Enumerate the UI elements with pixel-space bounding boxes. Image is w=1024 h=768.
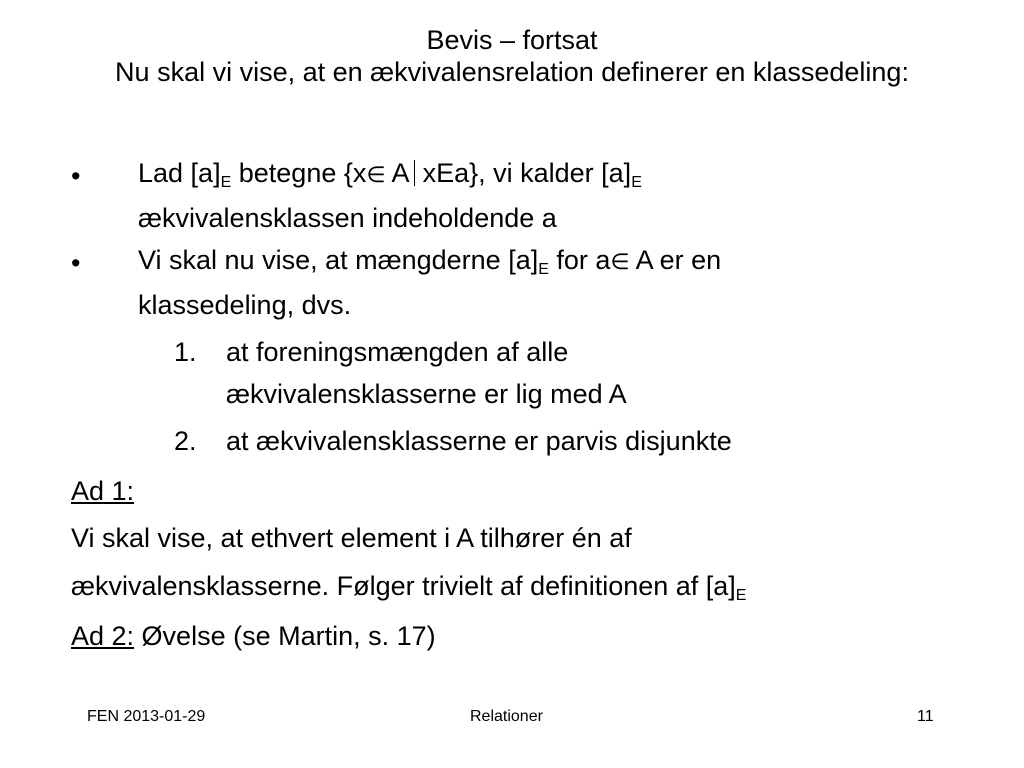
element-of-symbol: ∈	[610, 250, 630, 275]
bullet-2-line-1	[138, 239, 968, 284]
numbered-2-line-1: at ækvivalensklasserne er parvis disjunkte	[226, 426, 732, 456]
bullet-1-text-d: xEa}, vi kalder [a]	[422, 158, 632, 188]
bullet-marker-1: •	[71, 161, 81, 191]
bullet-1-line-2: ækvivalensklassen indeholdende a	[138, 203, 557, 233]
bullet-text-1	[138, 152, 968, 239]
title-line-2: Nu skal vi vise, at en ækvivalensrelation definerer en klassedeling:	[115, 57, 909, 87]
ad2-heading: Ad 2:	[71, 621, 135, 651]
bullet-1-sub-2: E	[631, 174, 642, 191]
bullet-2-text-c: A er en	[629, 245, 722, 275]
numbered-marker-1: 1.	[174, 337, 197, 367]
bullet-1-line-1	[138, 152, 968, 197]
ad2-text: Øvelse (se Martin, s. 17)	[134, 621, 436, 651]
numbered-1-line-1: at foreningsmængden af alle	[226, 337, 569, 367]
footer-page-number: 11	[917, 708, 934, 725]
numbered-text-2	[226, 420, 966, 462]
numbered-marker-2: 2.	[174, 426, 197, 456]
ad1-line-1: Vi skal vise, at ethvert element i A tilhører én af	[71, 523, 632, 553]
footer-title: Relationer	[470, 708, 543, 725]
bullet-1-text-a: Lad [a]	[138, 158, 221, 188]
bullet-marker-2: •	[71, 248, 81, 278]
bullet-text-2	[138, 239, 968, 326]
bullet-1-text-c: A	[385, 158, 410, 188]
ad2-line	[71, 618, 436, 654]
numbered-text-1	[226, 331, 966, 415]
such-that-bar	[414, 160, 415, 186]
bullet-2-sub-1: E	[538, 261, 549, 278]
footer-date: FEN 2013-01-29	[87, 708, 206, 725]
bullet-2-text-a: Vi skal nu vise, at mængderne [a]	[138, 245, 539, 275]
ad1-line-2	[71, 568, 746, 604]
title-line-1: Bevis – fortsat	[426, 25, 598, 55]
bullet-1-sub-1: E	[220, 174, 232, 191]
ad1-line-2-text: ækvivalensklasserne. Følger trivielt af definitionen af [a]	[71, 571, 736, 601]
bullet-2-text-b: for a	[548, 245, 611, 275]
slide-title	[0, 24, 1024, 88]
element-of-symbol: ∈	[366, 163, 386, 188]
bullet-2-line-2: klassedeling, dvs.	[138, 290, 352, 320]
ad1-line-2-sub: E	[735, 587, 747, 604]
ad1-heading: Ad 1:	[71, 476, 135, 506]
numbered-1-line-2: ækvivalensklasserne er lig med A	[226, 379, 627, 409]
bullet-1-text-b: betegne {x	[231, 158, 367, 188]
